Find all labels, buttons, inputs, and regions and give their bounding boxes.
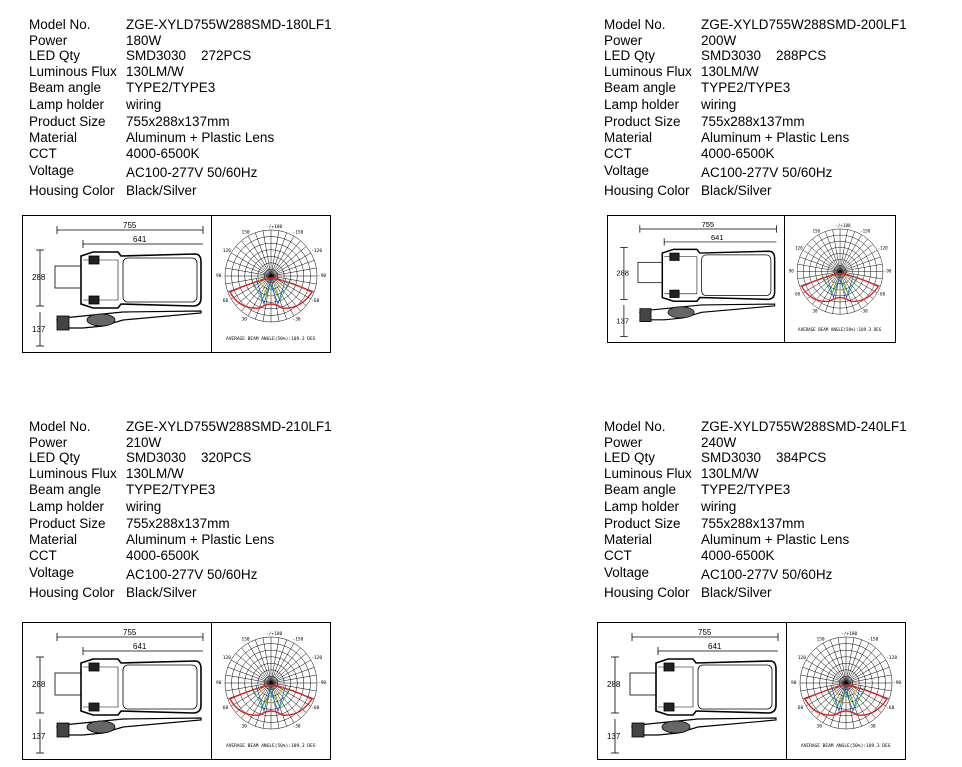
spec-label: Voltage <box>604 163 650 178</box>
polar-tick-label: -30 <box>867 724 876 730</box>
spec-label: Power <box>604 434 643 450</box>
polar-tick-label: -90 <box>318 681 327 686</box>
dim-width-label: 755 <box>123 628 137 637</box>
dim-depth-label: 137 <box>32 732 46 741</box>
spec-label: LED Qty <box>29 48 81 63</box>
spec-label: Voltage <box>604 565 650 580</box>
polar-caption: AVERAGE BEAM ANGLE(50%):109.3 DEG <box>226 337 316 342</box>
spec-value: AC100-277V 50/60Hz <box>126 567 258 582</box>
spec-label: Housing Color <box>604 585 690 600</box>
polar-tick-label: 60 <box>795 291 801 297</box>
polar-tick-label: 120 <box>222 249 231 254</box>
polar-caption: AVERAGE BEAM ANGLE(50%):109.3 DEG <box>801 744 891 749</box>
product-drawing-panel-3 <box>22 622 331 760</box>
polar-tick-label: 30 <box>241 317 247 323</box>
dim-width-label: 755 <box>123 221 137 230</box>
polar-tick-label: -90 <box>883 268 892 274</box>
spec-label: Voltage <box>29 163 75 178</box>
polar-tick-label: -60 <box>877 291 886 297</box>
lamp-outline-drawing <box>598 623 786 759</box>
polar-tick-label: 30 <box>241 724 247 730</box>
polar-tick-label: -30 <box>292 724 301 730</box>
spec-value: 755x288x137mm <box>126 114 230 129</box>
spec-label: Power <box>29 434 68 450</box>
polar-tick-label: 150 <box>241 230 250 236</box>
spec-value: 755x288x137mm <box>701 114 805 129</box>
polar-tick-label: -60 <box>311 706 320 711</box>
polar-top-label: -/+180 <box>266 632 283 637</box>
dim-height-label: 288 <box>616 268 629 278</box>
spec-value: wiring <box>126 96 162 112</box>
polar-tick-label: 120 <box>222 656 231 661</box>
polar-distribution-chart <box>212 623 331 759</box>
polar-tick-label: -60 <box>886 706 895 711</box>
spec-value: Aluminum + Plastic Lens <box>126 532 275 547</box>
lamp-outline-drawing <box>608 216 784 342</box>
spec-label: CCT <box>29 146 57 161</box>
polar-top-label: -/+180 <box>835 223 851 229</box>
spec-label: Housing Color <box>29 585 115 600</box>
spec-label: Luminous Flux <box>29 64 117 79</box>
spec-value: Black/Silver <box>126 183 197 198</box>
polar-tick-label: 90 <box>216 274 222 279</box>
spec-label: Voltage <box>29 565 75 580</box>
spec-value: 130LM/W <box>126 466 184 481</box>
spec-value: ZGE-XYLD755W288SMD-240LF1 <box>701 419 907 434</box>
product-drawing-panel-4 <box>597 622 906 760</box>
spec-label: Model No. <box>604 17 666 32</box>
polar-distribution-chart <box>787 623 906 759</box>
spec-value: SMD3030 320PCS <box>126 450 252 465</box>
polar-caption: AVERAGE BEAM ANGLE(50%):109.3 DEG <box>226 744 316 749</box>
polar-tick-label: 90 <box>791 681 797 686</box>
spec-label: CCT <box>604 548 632 563</box>
polar-distribution-chart <box>212 216 331 352</box>
spec-label: Luminous Flux <box>604 64 692 79</box>
spec-label: Model No. <box>29 419 91 434</box>
polar-tick-label: 90 <box>788 268 794 274</box>
dim-width-label: 755 <box>701 220 715 230</box>
polar-tick-label: 60 <box>797 706 804 711</box>
spec-value: Aluminum + Plastic Lens <box>701 532 850 547</box>
dim-inner-width-label: 641 <box>708 642 722 651</box>
spec-value: 210W <box>126 434 162 450</box>
polar-tick-label: -90 <box>893 681 902 686</box>
spec-label: Product Size <box>604 516 681 531</box>
spec-label: Material <box>604 130 653 145</box>
spec-label: Beam angle <box>29 80 102 95</box>
spec-value: 180W <box>126 32 162 48</box>
polar-distribution-chart <box>785 216 896 342</box>
polar-tick-label: -120 <box>311 656 323 661</box>
spec-value: 130LM/W <box>701 466 759 481</box>
spec-value: wiring <box>126 498 162 514</box>
product-drawing-panel-2 <box>607 215 896 343</box>
spec-value: Black/Silver <box>701 585 772 600</box>
spec-label: Beam angle <box>604 482 677 497</box>
dim-inner-width-label: 641 <box>133 235 147 244</box>
spec-value: TYPE2/TYPE3 <box>126 80 216 95</box>
spec-label: LED Qty <box>604 450 656 465</box>
polar-tick-label: -150 <box>860 228 871 234</box>
dim-height-label: 288 <box>607 680 621 689</box>
dim-inner-width-label: 641 <box>133 642 147 651</box>
spec-value: ZGE-XYLD755W288SMD-210LF1 <box>126 419 332 434</box>
polar-tick-label: -30 <box>860 308 868 314</box>
spec-value: 755x288x137mm <box>126 516 230 531</box>
spec-label: Power <box>604 32 643 48</box>
spec-value: 4000-6500K <box>701 146 775 161</box>
spec-value: TYPE2/TYPE3 <box>701 482 791 497</box>
spec-value: ZGE-XYLD755W288SMD-200LF1 <box>701 17 907 32</box>
spec-label: Beam angle <box>29 482 102 497</box>
spec-value: TYPE2/TYPE3 <box>701 80 791 95</box>
polar-tick-label: -120 <box>886 656 898 661</box>
spec-label: Power <box>29 32 68 48</box>
spec-label: CCT <box>29 548 57 563</box>
polar-caption: AVERAGE BEAM ANGLE(50%):109.3 DEG <box>798 326 882 332</box>
polar-tick-label: 90 <box>216 681 222 686</box>
spec-value: SMD3030 384PCS <box>701 450 827 465</box>
polar-tick-label: 60 <box>222 299 229 304</box>
spec-value: Aluminum + Plastic Lens <box>126 130 275 145</box>
spec-value: ZGE-XYLD755W288SMD-180LF1 <box>126 17 332 32</box>
product-drawing-panel-1 <box>22 215 331 353</box>
polar-tick-label: -30 <box>292 317 301 323</box>
polar-tick-label: 120 <box>797 656 806 661</box>
spec-value: AC100-277V 50/60Hz <box>701 567 833 582</box>
polar-tick-label: 60 <box>222 706 229 711</box>
spec-label: Material <box>29 532 78 547</box>
polar-tick-label: -150 <box>292 230 304 236</box>
spec-label: Product Size <box>29 114 106 129</box>
spec-value: 755x288x137mm <box>701 516 805 531</box>
spec-value: 4000-6500K <box>126 548 200 563</box>
polar-tick-label: 150 <box>812 228 821 234</box>
polar-tick-label: -120 <box>311 249 323 254</box>
dim-depth-label: 137 <box>616 316 629 326</box>
polar-tick-label: 30 <box>812 308 818 314</box>
dim-width-label: 755 <box>698 628 712 637</box>
spec-value: 130LM/W <box>701 64 759 79</box>
polar-top-label: -/+180 <box>266 225 283 230</box>
spec-value: 4000-6500K <box>701 548 775 563</box>
dim-inner-width-label: 641 <box>710 233 724 243</box>
spec-value: 4000-6500K <box>126 146 200 161</box>
dim-height-label: 288 <box>32 680 46 689</box>
polar-tick-label: -120 <box>877 245 888 251</box>
spec-value: AC100-277V 50/60Hz <box>126 165 258 180</box>
spec-value: SMD3030 288PCS <box>701 48 827 63</box>
spec-value: Black/Silver <box>126 585 197 600</box>
spec-label: Lamp holder <box>29 498 105 514</box>
spec-value: Aluminum + Plastic Lens <box>701 130 850 145</box>
polar-tick-label: 150 <box>241 637 250 643</box>
dim-height-label: 288 <box>32 273 46 282</box>
polar-tick-label: 120 <box>795 245 803 251</box>
dim-depth-label: 137 <box>607 732 621 741</box>
spec-label: Product Size <box>604 114 681 129</box>
polar-tick-label: -90 <box>318 274 327 279</box>
spec-value: 200W <box>701 32 737 48</box>
spec-label: Housing Color <box>29 183 115 198</box>
spec-label: Material <box>604 532 653 547</box>
spec-label: Housing Color <box>604 183 690 198</box>
spec-label: Luminous Flux <box>604 466 692 481</box>
spec-label: Lamp holder <box>29 96 105 112</box>
spec-label: Material <box>29 130 78 145</box>
polar-tick-label: 30 <box>816 724 822 730</box>
spec-label: Beam angle <box>604 80 677 95</box>
spec-label: LED Qty <box>29 450 81 465</box>
spec-value: SMD3030 272PCS <box>126 48 252 63</box>
spec-label: Model No. <box>604 419 666 434</box>
spec-label: Product Size <box>29 516 106 531</box>
polar-tick-label: 150 <box>816 637 825 643</box>
lamp-outline-drawing <box>23 216 211 352</box>
spec-value: AC100-277V 50/60Hz <box>701 165 833 180</box>
polar-tick-label: -150 <box>867 637 879 643</box>
spec-label: LED Qty <box>604 48 656 63</box>
spec-value: Black/Silver <box>701 183 772 198</box>
spec-value: 130LM/W <box>126 64 184 79</box>
spec-label: Lamp holder <box>604 498 680 514</box>
spec-value: wiring <box>701 96 737 112</box>
spec-label: CCT <box>604 146 632 161</box>
spec-value: wiring <box>701 498 737 514</box>
spec-value: TYPE2/TYPE3 <box>126 482 216 497</box>
spec-label: Luminous Flux <box>29 466 117 481</box>
spec-label: Lamp holder <box>604 96 680 112</box>
spec-value: 240W <box>701 434 737 450</box>
polar-top-label: -/+180 <box>841 632 858 637</box>
dim-depth-label: 137 <box>32 325 46 334</box>
spec-label: Model No. <box>29 17 91 32</box>
polar-tick-label: -150 <box>292 637 304 643</box>
lamp-outline-drawing <box>23 623 211 759</box>
polar-tick-label: -60 <box>311 299 320 304</box>
